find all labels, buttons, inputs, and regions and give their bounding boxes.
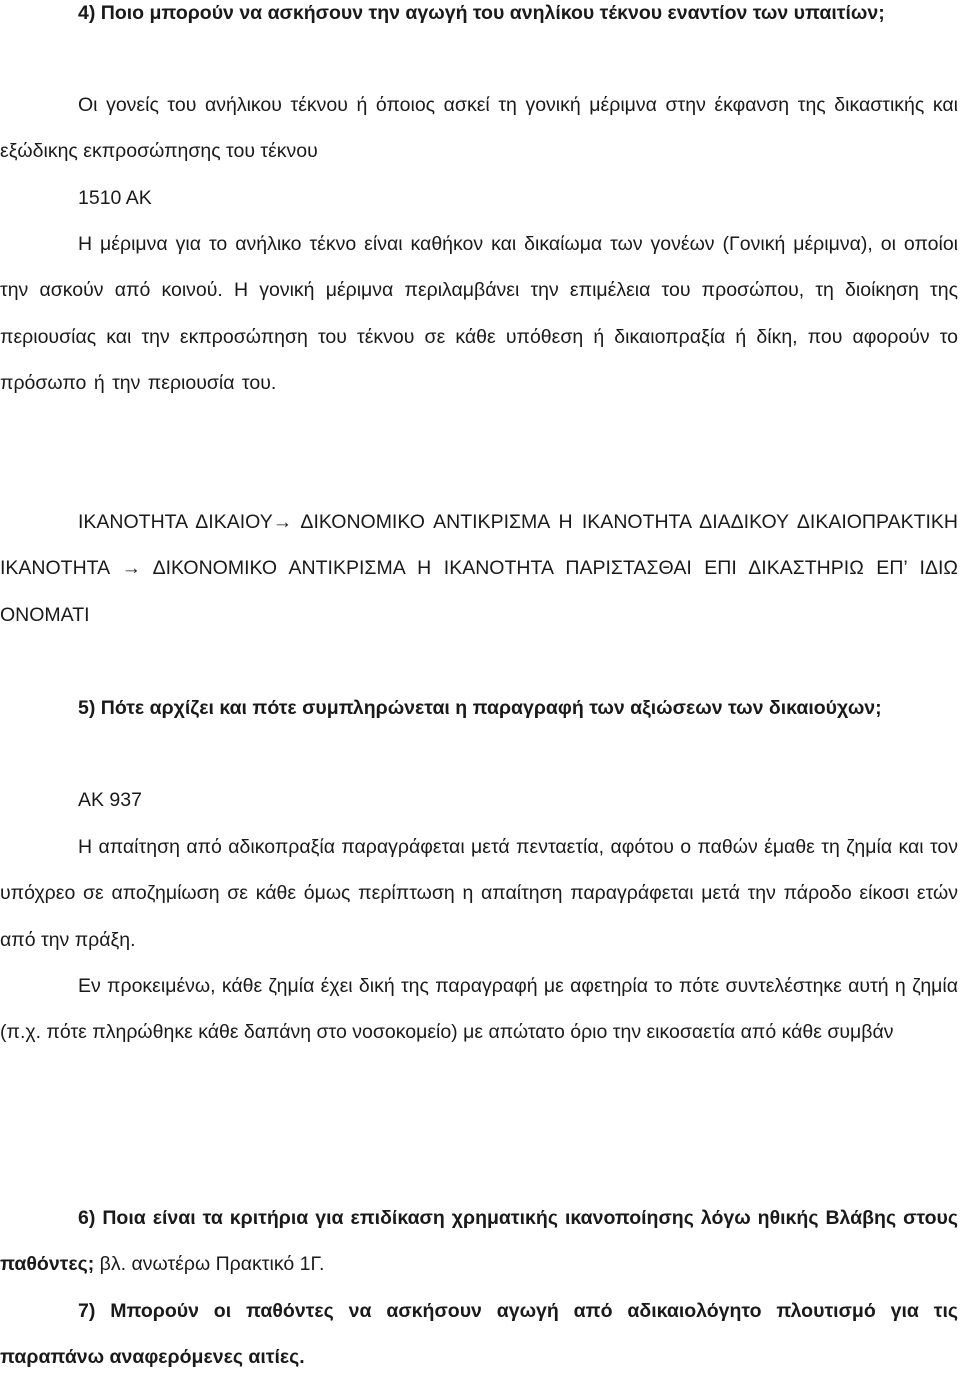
question-5: 5) Πότε αρχίζει και πότε συμπληρώνεται η παραγραφή των αξιώσεων των δικαιούχων;	[78, 697, 882, 719]
question-6-answer: βλ. ανωτέρω Πρακτικό 1Γ.	[94, 1253, 325, 1276]
question-7: 7) Μπορούν οι παθόντες να ασκήσουν αγωγή από αδικαιολόγητο πλουτισμό για τις παραπάνω αναφερόμενες αιτίες.	[0, 1300, 958, 1369]
question-4: 4) Ποιο μπορούν να ασκήσουν την αγωγή του ανηλίκου τέκνου εναντίον των υπαιτίων;	[78, 2, 885, 24]
answer-5-prescription: Η απαίτηση από αδικοπραξία παραγράφεται μετά πενταετία, αφότου ο παθών έμαθε τη ζημία και τον υπόχρεο σε αποζημίωση σε κάθε όμως περίπτωση η απαίτηση παραγράφεται μετά την πάροδο είκοσι ετών από την πράξη.	[0, 836, 958, 951]
article-1510: 1510 ΑΚ	[78, 187, 152, 209]
article-937: ΑΚ 937	[78, 789, 142, 811]
capacity-note: ΙΚΑΝΟΤΗΤΑ ΔΙΚΑΙΟΥ→ ΔΙΚΟΝΟΜΙΚΟ ΑΝΤΙΚΡΙΣΜΑ Η ΙΚΑΝΟΤΗΤΑ ΔΙΑΔΙΚΟΥ ΔΙΚΑΙΟΠΡΑΚΤΙΚΗ ΙΚΑΝΟΤΗΤΑ → ΔΙΚΟΝΟΜΙΚΟ ΑΝΤΙΚΡΙΣΜΑ Η ΙΚΑΝΟΤΗΤΑ ΠΑΡΙΣΤΑΣΘΑΙ ΕΠΙ ΔΙΚΑΣΤΗΡΙΩ ΕΠ’ ΙΔΙΩ ΟΝΟΜΑΤΙ	[0, 511, 958, 626]
question-6	[0, 1195, 958, 1288]
question-6-text: 6) Ποια είναι τα κριτήρια για επιδίκαση χρηματικής ικανοποίησης λόγω ηθικής Βλάβης στους παθόντες;	[0, 1207, 958, 1276]
answer-4-parental-care: Η μέριμνα για το ανήλικο τέκνο είναι καθήκον και δικαίωμα των γονέων (Γονική μέριμνα), οι οποίοι την ασκούν από κοινού. Η γονική μέριμνα περιλαμβάνει την επιμέλεια του προσώπου, τη διοίκηση της περιουσίας και την εκπροσώπηση του τέκνου σε κάθε υπόθεση ή δικαιοπραξία ή δίκη, που αφορούν το πρόσωπο ή την περιουσία του.	[0, 233, 958, 394]
answer-4-parents: Οι γονείς του ανήλικου τέκνου ή όποιος ασκεί τη γονική μέριμνα στην έκφανση της δικαστικής και εξώδικης εκπροσώπησης του τέκνου	[0, 94, 958, 163]
answer-5-specific: Εν προκειμένω, κάθε ζημία έχει δική της παραγραφή με αφετηρία το πότε συντελέστηκε αυτή η ζημία (π.χ. πότε πληρώθηκε κάθε δαπάνη στο νοσοκομείο) με απώτατο όριο την εικοσαετία από κάθε συμβάν	[0, 975, 958, 1044]
